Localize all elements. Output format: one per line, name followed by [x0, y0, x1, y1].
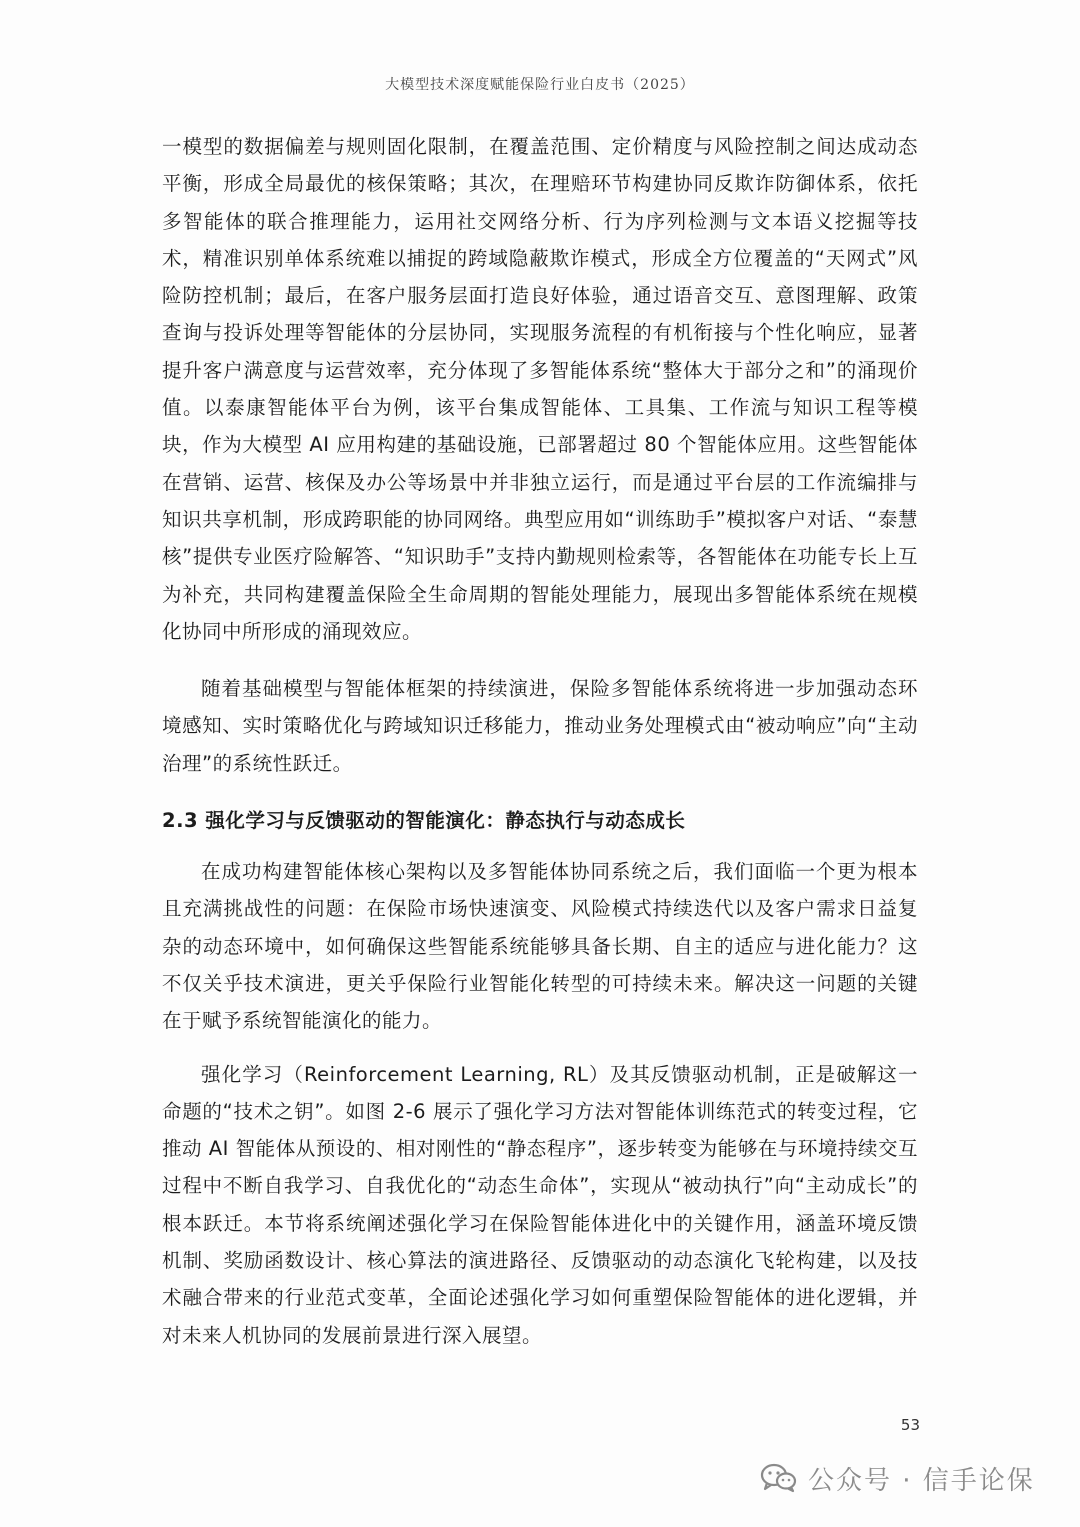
watermark-text: 公众号 · 信手论保 — [808, 1465, 1035, 1496]
watermark — [760, 1458, 1035, 1498]
running-header: 大模型技术深度赋能保险行业白皮书（2025） — [385, 77, 695, 93]
paragraph-3: 在成功构建智能体核心架构以及多智能体协同系统之后，我们面临一个更为根本且充满挑战性的问题：在保险市场快速演变、风险模式持续迭代以及客户需求日益复杂的动态环境中，如何确保这些智能系统能够具备长期、自主的适应与进化能力？这不仅关乎技术演进，更关乎保险行业智能化转型的可持续未来。解决这一问题的关键在于赋予系统智能演化的能力。 — [162, 860, 918, 1033]
wechat-icon — [760, 1462, 798, 1494]
body-text — [162, 128, 918, 1354]
paragraph-4: 强化学习（Reinforcement Learning, RL）及其反馈驱动机制，正是破解这一命题的“技术之钥”。如图 2-6 展示了强化学习方法对智能体训练范式的转变过程，它推动 AI 智能体从预设的、相对刚性的“静态程序”，逐步转变为能够在与环境持续交互过程中不断自我学习、自我优化的“动态生命体”，实现从“被动执行”向“主动成长”的根本跃迁。本节将系统阐述强化学习在保险智能体进化中的关键作用，涵盖环境反馈机制、奖励函数设计、核心算法的演进路径、反馈驱动的动态演化飞轮构建，以及技术融合带来的行业范式变革，全面论述强化学习如何重塑保险智能体的进化逻辑，并对未来人机协同的发展前景进行深入展望。 — [162, 1062, 918, 1347]
paragraph-1: 一模型的数据偏差与规则固化限制，在覆盖范围、定价精度与风险控制之间达成动态平衡，形成全局最优的核保策略；其次，在理赔环节构建协同反欺诈防御体系，依托多智能体的联合推理能力，运用社交网络分析、行为序列检测与文本语义挖掘等技术，精准识别单体系统难以捕捉的跨域隐蔽欺诈模式，形成全方位覆盖的“天网式”风险防控机制；最后，在客户服务层面打造良好体验，通过语音交互、意图理解、政策查询与投诉处理等智能体的分层协同，实现服务流程的有机衔接与个性化响应，显著提升客户满意度与运营效率，充分体现了多智能体系统“整体大于部分之和”的涌现价值。以泰康智能体平台为例，该平台集成智能体、工具集、工作流与知识工程等模块，作为大模型 AI 应用构建的基础设施，已部署超过 80 个智能体应用。这些智能体在营销、运营、核保及办公等场景中并非独立运行，而是通过平台层的工作流编排与知识共享机制，形成跨职能的协同网络。典型应用如“训练助手”模拟客户对话、“泰慧核”提供专业医疗险解答、“知识助手”支持内勤规则检索等，各智能体在功能专长上互为补充，共同构建覆盖保险全生命周期的智能处理能力，展现出多智能体系统在规模化协同中所形成的涌现效应。 — [162, 135, 918, 643]
section-heading: 2.3 强化学习与反馈驱动的智能演化：静态执行与动态成长 — [162, 809, 686, 833]
page-number: 53 — [900, 1416, 920, 1434]
paragraph-2: 随着基础模型与智能体框架的持续演进，保险多智能体系统将进一步加强动态环境感知、实时策略优化与跨域知识迁移能力，推动业务处理模式由“被动响应”向“主动治理”的系统性跃迁。 — [162, 677, 918, 775]
